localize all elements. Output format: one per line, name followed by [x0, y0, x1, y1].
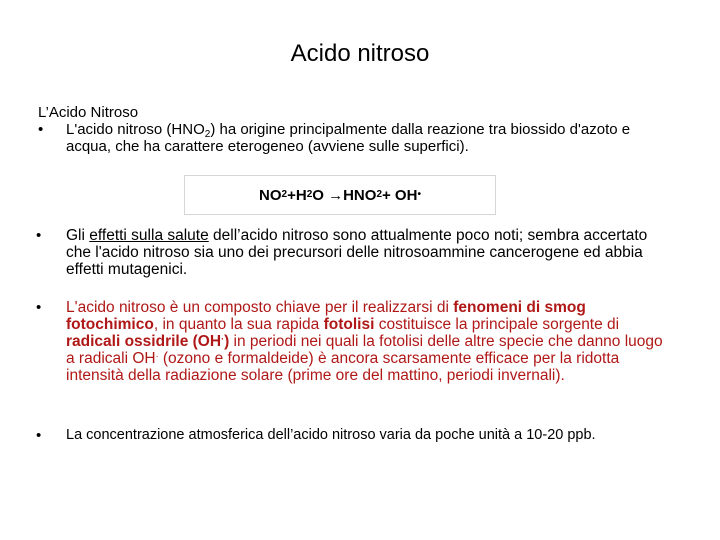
b2-p4: in periodi nei quali la fotolisi delle altre specie che danno luogo a radicali OH [66, 333, 663, 367]
b2-oh-dot: · [155, 351, 159, 361]
intro-bullet-text [66, 121, 666, 155]
reaction-arrow: → [328, 186, 344, 204]
b2-radicali-term: radicali ossidrile (OH [66, 333, 222, 350]
b2-fotolisi-term: fotolisi [323, 316, 375, 333]
reaction-plus-h: +H [287, 186, 307, 204]
bullet-smog [66, 299, 672, 384]
bullet-health-effects [66, 227, 672, 278]
reaction-no: NO [259, 186, 282, 204]
b2-radicali-close: ) [224, 333, 230, 350]
intro-bullet-marker: • [38, 121, 44, 138]
b2-p1: L'acido nitroso è un composto chiave per il realizzarsi di [66, 299, 454, 316]
intro-heading: L’Acido Nitroso [38, 104, 139, 121]
b1-pre: Gli [66, 227, 90, 244]
intro-subscript: 2 [204, 129, 211, 140]
bullet-marker-2: • [36, 299, 42, 316]
b1-link[interactable]: effetti sulla salute [89, 227, 209, 244]
reaction-plus-oh: + OH [382, 186, 418, 204]
bullet-marker-3: • [36, 427, 42, 444]
reaction-hno: HNO [343, 186, 377, 204]
intro-text-b: ) ha origine principalmente dalla reazione tra biossido d'azoto e acqua, che ha carattere eterogeneo (avviene sulle superfici). [66, 121, 631, 155]
b1-post: dell’acido nitroso sono attualmente poco noti; sembra accertato che l'acido nitroso sia uno dei precursori delle nitrosoammine cancerogene ed abbia effetti mutagenici. [66, 227, 648, 278]
bullet-concentration: La concentrazione atmosferica dell’acido nitroso varia da poche unità a 10-20 ppb. [66, 427, 596, 443]
reaction-equation: NO 2 +H 2 O → HNO 2 + OH • [184, 175, 496, 215]
b2-radical-dot: · [221, 334, 225, 344]
bullet-marker-1: • [36, 227, 42, 244]
b2-p2: , in quanto la sua rapida [153, 316, 324, 333]
reaction-o: O [312, 186, 324, 204]
b2-p5: (ozono e formaldeide) è ancora scarsamente efficace per la ridotta intensità della radiazione solare (prime ore del mattino, periodi invernali). [66, 350, 620, 384]
b2-smog-term: fenomeni di smog fotochimico [66, 299, 586, 333]
intro-text-a: L'acido nitroso (HNO [66, 121, 205, 138]
b2-p3: costituisce la principale sorgente di [374, 316, 620, 333]
slide-title: Acido nitroso [290, 40, 430, 67]
